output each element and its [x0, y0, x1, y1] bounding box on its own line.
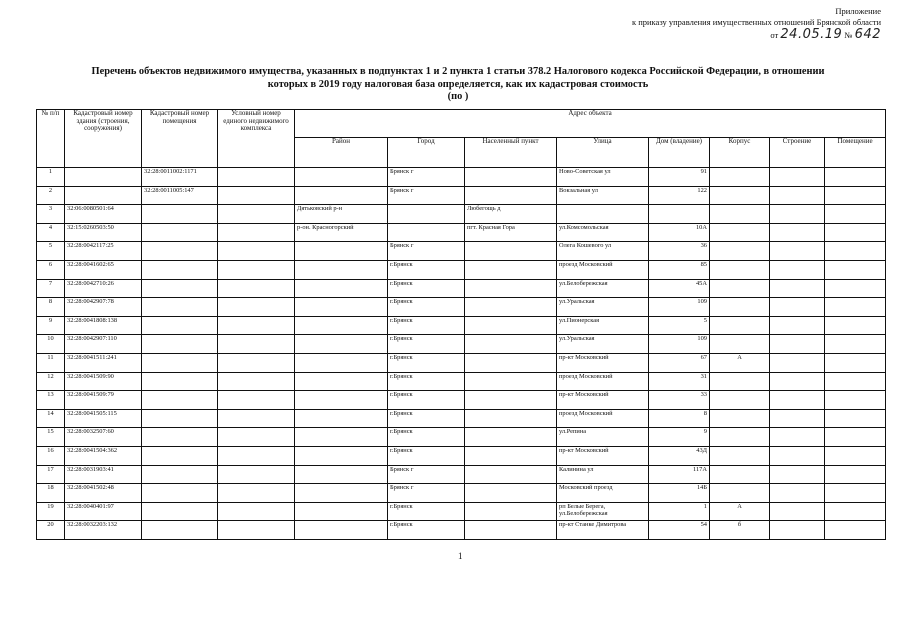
cell-cad-room — [142, 298, 218, 317]
cell-city: г.Брянск — [388, 446, 465, 465]
cell-structure — [770, 521, 825, 540]
cell-house: 43Д — [649, 446, 710, 465]
cell-house: 67 — [649, 353, 710, 372]
cell-city: г.Брянск — [388, 521, 465, 540]
col-header-cond-num: Условный номер единого недвижимого комплекса — [218, 110, 295, 168]
cell-num: 14 — [37, 409, 65, 428]
cell-city — [388, 205, 465, 224]
cell-building — [710, 223, 770, 242]
cell-building: А — [710, 502, 770, 521]
col-header-house: Дом (владение) — [649, 138, 710, 168]
cell-structure — [770, 316, 825, 335]
cell-structure — [770, 465, 825, 484]
table-row — [37, 409, 886, 428]
cell-cad-building: 32:28:0041602:65 — [65, 260, 142, 279]
cell-cad-room — [142, 223, 218, 242]
cell-structure — [770, 186, 825, 205]
cell-premises — [825, 186, 886, 205]
cell-street: Ново-Советская ул — [557, 168, 649, 187]
cell-street: Олега Кошевого ул — [557, 242, 649, 261]
cell-num: 18 — [37, 484, 65, 503]
cell-cad-building: 32:28:0042117:25 — [65, 242, 142, 261]
cell-cond-num — [218, 521, 295, 540]
cell-cond-num — [218, 260, 295, 279]
cell-street: проезд Московский — [557, 372, 649, 391]
cell-street: Вокзальная ул — [557, 186, 649, 205]
cell-premises — [825, 521, 886, 540]
cell-house: 117А — [649, 465, 710, 484]
cell-city: г.Брянск — [388, 353, 465, 372]
title-line-2: которых в 2019 году налоговая база определяется, как их кадастровая стоимость — [267, 78, 649, 90]
page-number: 1 — [458, 551, 463, 561]
order-header — [551, 6, 881, 44]
cell-district — [295, 465, 388, 484]
appendix-label: Приложение — [835, 6, 881, 16]
table-body — [37, 168, 886, 540]
cell-num: 20 — [37, 521, 65, 540]
cell-city: г.Брянск — [388, 279, 465, 298]
cell-cond-num — [218, 353, 295, 372]
title-line-1: Перечень объектов недвижимого имущества, указанных в подпунктах 1 и 2 пункта 1 статьи 378.2 Налогового кодекса Российской Федерации, в отношении — [91, 66, 825, 77]
cell-street: ул.Пионерская — [557, 316, 649, 335]
cell-cad-room — [142, 372, 218, 391]
col-header-structure: Строение — [770, 138, 825, 168]
cell-settlement — [465, 428, 557, 447]
cell-district — [295, 372, 388, 391]
cell-structure — [770, 260, 825, 279]
cell-structure — [770, 502, 825, 521]
cell-house: 45А — [649, 279, 710, 298]
cell-cad-room — [142, 446, 218, 465]
cell-cad-building — [65, 186, 142, 205]
cell-cad-building: 32:28:0041505:115 — [65, 409, 142, 428]
table-row — [37, 335, 886, 354]
cell-cad-building: 32:28:0031903:41 — [65, 465, 142, 484]
cell-num: 15 — [37, 428, 65, 447]
order-reference: к приказу управления имущественных отношений Брянской области — [631, 16, 881, 27]
cell-cond-num — [218, 446, 295, 465]
cell-premises — [825, 446, 886, 465]
date-prefix: от — [770, 30, 779, 41]
col-header-street: Улица — [557, 138, 649, 168]
cell-structure — [770, 428, 825, 447]
cell-cad-room — [142, 521, 218, 540]
cell-num: 4 — [37, 223, 65, 242]
cell-district — [295, 298, 388, 317]
cell-street: ул.Репина — [557, 428, 649, 447]
cell-street: проезд Московский — [557, 260, 649, 279]
cell-premises — [825, 316, 886, 335]
cell-num: 12 — [37, 372, 65, 391]
cell-cond-num — [218, 391, 295, 410]
cell-house: 1 — [649, 502, 710, 521]
table-row — [37, 391, 886, 410]
cell-house: 54 — [649, 521, 710, 540]
cell-house: 31 — [649, 372, 710, 391]
cell-building — [710, 484, 770, 503]
cell-house: 10А — [649, 223, 710, 242]
handwritten-date: 24.05.19 — [780, 27, 843, 43]
cell-structure — [770, 223, 825, 242]
cell-premises — [825, 242, 886, 261]
cell-cond-num — [218, 316, 295, 335]
table-row — [37, 298, 886, 317]
cell-settlement — [465, 372, 557, 391]
cell-house: 85 — [649, 260, 710, 279]
cell-building — [710, 205, 770, 224]
cell-cad-room — [142, 279, 218, 298]
cell-settlement — [465, 335, 557, 354]
cell-settlement — [465, 502, 557, 521]
cell-building — [710, 186, 770, 205]
cell-district — [295, 428, 388, 447]
cell-cond-num — [218, 298, 295, 317]
cell-district — [295, 168, 388, 187]
cell-cad-building: 32:28:0040401:97 — [65, 502, 142, 521]
cell-num: 9 — [37, 316, 65, 335]
cell-cad-building — [65, 168, 142, 187]
table-row — [37, 372, 886, 391]
cell-street: Калинина ул — [557, 465, 649, 484]
cell-street: пр-кт Московский — [557, 353, 649, 372]
cell-settlement: пгт. Красная Гора — [465, 223, 557, 242]
cell-city: г.Брянск — [388, 260, 465, 279]
table-row — [37, 279, 886, 298]
cell-structure — [770, 298, 825, 317]
cell-house — [649, 205, 710, 224]
cell-premises — [825, 391, 886, 410]
cell-building — [710, 391, 770, 410]
cell-num: 7 — [37, 279, 65, 298]
col-header-city: Город — [388, 138, 465, 168]
cell-house: 36 — [649, 242, 710, 261]
cell-cond-num — [218, 465, 295, 484]
cell-district — [295, 279, 388, 298]
cell-num: 19 — [37, 502, 65, 521]
cell-premises — [825, 260, 886, 279]
cell-cond-num — [218, 335, 295, 354]
cell-district: р-он. Красногорский — [295, 223, 388, 242]
cell-district: Дятьковский р-н — [295, 205, 388, 224]
cell-settlement — [465, 391, 557, 410]
cell-settlement — [465, 316, 557, 335]
cell-settlement — [465, 260, 557, 279]
cell-street: пр-кт Станке Димитрова — [557, 521, 649, 540]
cell-district — [295, 409, 388, 428]
cell-structure — [770, 372, 825, 391]
cell-house: 122 — [649, 186, 710, 205]
cell-building — [710, 279, 770, 298]
col-header-cad-room: Кадастровый номер помещения — [142, 110, 218, 168]
table-row — [37, 205, 886, 224]
cell-house: 5 — [649, 316, 710, 335]
cell-city: Брянск г — [388, 242, 465, 261]
cell-cond-num — [218, 279, 295, 298]
cell-street: проезд Московский — [557, 409, 649, 428]
col-header-premises: Помещение — [825, 138, 886, 168]
table-row — [37, 316, 886, 335]
cell-cond-num — [218, 242, 295, 261]
cell-city: г.Брянск — [388, 391, 465, 410]
cell-cad-building: 32:28:0041509:79 — [65, 391, 142, 410]
cell-cad-room — [142, 260, 218, 279]
cell-cad-building: 32:28:0041511:241 — [65, 353, 142, 372]
cell-cad-building: 32:28:0042710:26 — [65, 279, 142, 298]
cell-cad-room — [142, 335, 218, 354]
cell-city: г.Брянск — [388, 316, 465, 335]
cell-district — [295, 484, 388, 503]
cell-settlement: Любегощь д — [465, 205, 557, 224]
cell-settlement — [465, 298, 557, 317]
cell-cond-num — [218, 409, 295, 428]
cell-num: 6 — [37, 260, 65, 279]
cell-cad-building: 32:28:0041502:48 — [65, 484, 142, 503]
cell-structure — [770, 279, 825, 298]
cell-house: 109 — [649, 335, 710, 354]
cell-num: 1 — [37, 168, 65, 187]
table-row — [37, 502, 886, 521]
cell-num: 11 — [37, 353, 65, 372]
number-prefix: № — [844, 30, 853, 41]
cell-district — [295, 446, 388, 465]
cell-district — [295, 521, 388, 540]
cell-premises — [825, 428, 886, 447]
cell-num: 13 — [37, 391, 65, 410]
cell-structure — [770, 446, 825, 465]
cell-building — [710, 372, 770, 391]
cell-city: Брянск г — [388, 186, 465, 205]
cell-premises — [825, 298, 886, 317]
cell-cad-room — [142, 316, 218, 335]
cell-structure — [770, 484, 825, 503]
cell-cad-room — [142, 428, 218, 447]
cell-settlement — [465, 168, 557, 187]
cell-cad-building: 32:28:0041504:362 — [65, 446, 142, 465]
cell-district — [295, 260, 388, 279]
table-row — [37, 465, 886, 484]
cell-premises — [825, 205, 886, 224]
cell-house: 33 — [649, 391, 710, 410]
cell-cad-building: 32:28:0032507:60 — [65, 428, 142, 447]
cell-structure — [770, 353, 825, 372]
cell-settlement — [465, 446, 557, 465]
cell-street: рп Белые Берега, ул.Белобережская — [557, 502, 649, 521]
cell-cad-room — [142, 391, 218, 410]
cell-cad-building: 32:28:0042907:78 — [65, 298, 142, 317]
cell-num: 8 — [37, 298, 65, 317]
cell-premises — [825, 168, 886, 187]
cell-premises — [825, 335, 886, 354]
cell-cad-building: 32:28:0041509:90 — [65, 372, 142, 391]
cell-building — [710, 316, 770, 335]
cell-structure — [770, 409, 825, 428]
col-header-address: Адрес объекта — [295, 110, 886, 138]
cell-cad-room — [142, 502, 218, 521]
document-title — [28, 66, 888, 104]
cell-settlement — [465, 409, 557, 428]
cell-district — [295, 502, 388, 521]
cell-city: г.Брянск — [388, 502, 465, 521]
cell-building: б — [710, 521, 770, 540]
cell-building — [710, 446, 770, 465]
cell-settlement — [465, 186, 557, 205]
cell-cad-building: 32:28:0032203:132 — [65, 521, 142, 540]
cell-cad-room — [142, 484, 218, 503]
cell-building — [710, 298, 770, 317]
col-header-building: Корпус — [710, 138, 770, 168]
cell-house: 9 — [649, 428, 710, 447]
cell-house: 91 — [649, 168, 710, 187]
table-row — [37, 168, 886, 187]
cell-settlement — [465, 242, 557, 261]
cell-cad-room: 32:28:0011002:1171 — [142, 168, 218, 187]
cell-city: Брянск г — [388, 168, 465, 187]
cell-premises — [825, 353, 886, 372]
cell-building — [710, 242, 770, 261]
cell-house: 8 — [649, 409, 710, 428]
cell-cad-room — [142, 465, 218, 484]
cell-cond-num — [218, 372, 295, 391]
cell-street: Московский проезд — [557, 484, 649, 503]
cell-settlement — [465, 465, 557, 484]
cell-structure — [770, 335, 825, 354]
cell-city: г.Брянск — [388, 428, 465, 447]
cell-building — [710, 409, 770, 428]
cell-cad-building: 32:15:0260503:50 — [65, 223, 142, 242]
cell-street: ул.Уральская — [557, 298, 649, 317]
table-row — [37, 428, 886, 447]
cell-cad-building: 32:28:0042907:110 — [65, 335, 142, 354]
cell-street: пр-кт Московский — [557, 446, 649, 465]
cell-building: А — [710, 353, 770, 372]
table-row — [37, 242, 886, 261]
cell-settlement — [465, 279, 557, 298]
cell-premises — [825, 465, 886, 484]
cell-city: г.Брянск — [388, 372, 465, 391]
cell-cad-room: 32:28:0011005:147 — [142, 186, 218, 205]
col-header-num: № п/п — [37, 110, 65, 168]
cell-cad-building: 32:28:0041808:138 — [65, 316, 142, 335]
cell-city: Брянск г — [388, 465, 465, 484]
cell-cad-room — [142, 353, 218, 372]
cell-cad-room — [142, 242, 218, 261]
col-header-district: Район — [295, 138, 388, 168]
cell-city: Брянск г — [388, 484, 465, 503]
cell-district — [295, 391, 388, 410]
cell-cond-num — [218, 428, 295, 447]
cell-street — [557, 205, 649, 224]
cell-city: г.Брянск — [388, 409, 465, 428]
cell-building — [710, 260, 770, 279]
cell-premises — [825, 484, 886, 503]
cell-house: 14Б — [649, 484, 710, 503]
cell-district — [295, 316, 388, 335]
cell-settlement — [465, 484, 557, 503]
cell-num: 16 — [37, 446, 65, 465]
cell-district — [295, 335, 388, 354]
cell-cad-building: 32:06:0080501:64 — [65, 205, 142, 224]
cell-district — [295, 242, 388, 261]
cell-cond-num — [218, 186, 295, 205]
cell-house: 109 — [649, 298, 710, 317]
table-row — [37, 353, 886, 372]
cell-building — [710, 335, 770, 354]
cell-num: 5 — [37, 242, 65, 261]
handwritten-number: 642 — [854, 27, 881, 43]
table-row — [37, 521, 886, 540]
cell-premises — [825, 409, 886, 428]
order-date-line — [551, 27, 881, 43]
cell-district — [295, 353, 388, 372]
cell-street: ул.Уральская — [557, 335, 649, 354]
cell-cond-num — [218, 484, 295, 503]
cell-city: г.Брянск — [388, 298, 465, 317]
cell-district — [295, 186, 388, 205]
cell-premises — [825, 502, 886, 521]
cell-cond-num — [218, 502, 295, 521]
cell-num: 3 — [37, 205, 65, 224]
col-header-settlement: Населенный пункт — [465, 138, 557, 168]
cell-cond-num — [218, 205, 295, 224]
title-line-3: (по ) — [447, 91, 469, 103]
cell-structure — [770, 391, 825, 410]
cell-premises — [825, 279, 886, 298]
cell-cond-num — [218, 223, 295, 242]
cell-structure — [770, 168, 825, 187]
cell-street: пр-кт Московский — [557, 391, 649, 410]
cell-city — [388, 223, 465, 242]
table-row — [37, 260, 886, 279]
cell-cond-num — [218, 168, 295, 187]
cell-street: ул.Комсомольская — [557, 223, 649, 242]
cell-cad-room — [142, 409, 218, 428]
cell-structure — [770, 242, 825, 261]
cell-cad-room — [142, 205, 218, 224]
cell-premises — [825, 223, 886, 242]
cell-num: 10 — [37, 335, 65, 354]
cell-num: 2 — [37, 186, 65, 205]
table-row — [37, 484, 886, 503]
cell-structure — [770, 205, 825, 224]
table-row — [37, 186, 886, 205]
cell-building — [710, 168, 770, 187]
cell-street: ул.Белобережская — [557, 279, 649, 298]
property-register-table — [36, 109, 886, 540]
cell-premises — [825, 372, 886, 391]
cell-num: 17 — [37, 465, 65, 484]
cell-building — [710, 465, 770, 484]
cell-settlement — [465, 521, 557, 540]
col-header-cad-building: Кадастровый номер здания (строения, сооружения) — [65, 110, 142, 168]
table-row — [37, 446, 886, 465]
cell-city: г.Брянск — [388, 335, 465, 354]
cell-building — [710, 428, 770, 447]
table-row — [37, 223, 886, 242]
cell-settlement — [465, 353, 557, 372]
